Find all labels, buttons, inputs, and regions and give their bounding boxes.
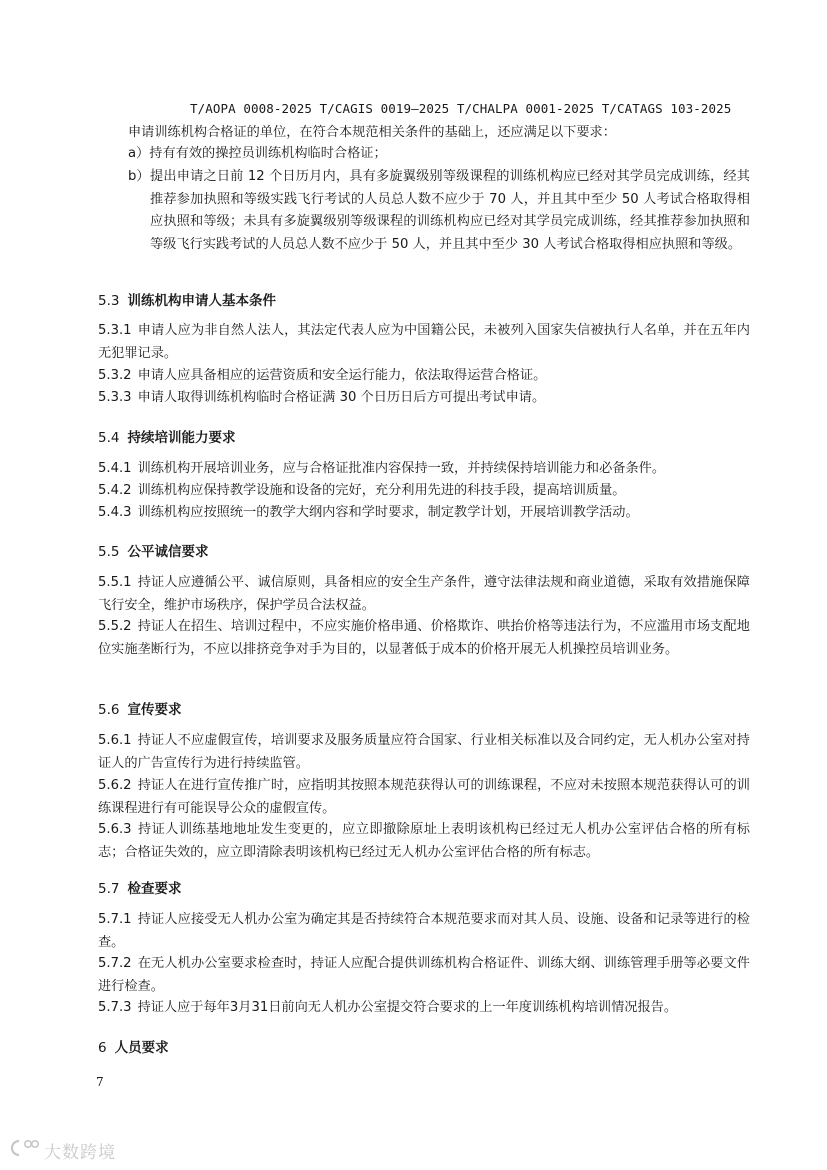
clause-5-7-2 <box>98 953 750 998</box>
section-number: 5.5 <box>98 544 120 560</box>
clause-text: 持证人不应虚假宣传，培训要求及服务质量应符合国家、行业相关标准以及合同约定，无人机办公室对持证人的广告宣传行为进行持续监管。 <box>98 733 750 771</box>
clause-5-7-1 <box>98 909 750 954</box>
chapter-heading-6 <box>98 1037 169 1059</box>
chapter-title: 人员要求 <box>114 1040 169 1056</box>
clause-5-4-3 <box>98 502 750 525</box>
clause-5-6-2 <box>98 775 750 820</box>
section-title: 宣传要求 <box>127 702 182 718</box>
clause-number: 5.5.1 <box>98 575 132 590</box>
section-heading-5-6 <box>98 699 181 721</box>
clause-number: 5.3.3 <box>98 390 132 405</box>
clause-text: 在无人机办公室要求检查时，持证人应配合提供训练机构合格证件、训练大纲、训练管理手册等必要文件进行检查。 <box>98 956 750 994</box>
clause-number: 5.6.3 <box>98 822 132 837</box>
section-heading-5-4 <box>98 427 235 449</box>
clause-text: 持证人应于每年3月31日前向无人机办公室提交符合要求的上一年度训练机构培训情况报告。 <box>137 1000 678 1015</box>
section-title: 检查要求 <box>127 881 182 897</box>
clause-text: 训练机构开展培训业务，应与合格证批准内容保持一致，并持续保持培训能力和必备条件。 <box>137 461 666 476</box>
clause-5-3-3 <box>98 387 750 410</box>
clause-5-6-3 <box>98 819 750 864</box>
standard-number-header: T/AOPA 0008-2025 T/CAGIS 0019—2025 T/CHALPA 0001-2025 T/CATAGS 103-2025 <box>190 101 732 116</box>
clause-number: 5.4.3 <box>98 505 132 520</box>
clause-text: 申请人应为非自然人法人，其法定代表人应为中国籍公民，未被列入国家失信被执行人名单，并在五年内无犯罪记录。 <box>98 323 750 361</box>
clause-5-5-1 <box>98 572 750 617</box>
clause-text: 持证人训练基地地址发生变更的，应立即撤除原址上表明该机构已经过无人机办公室评估合格的所有标志；合格证失效的，应立即清除表明该机构已经过无人机办公室评估合格的所有标志。 <box>98 822 750 860</box>
clause-text: 训练机构应按照统一的教学大纲内容和学时要求，制定教学计划，开展培训教学活动。 <box>137 505 639 520</box>
clause-text: 申请人取得训练机构临时合格证满 30 个日历日后方可提出考试申请。 <box>137 390 546 405</box>
list-item-b-label: b） <box>128 169 150 184</box>
clause-5-5-2 <box>98 616 750 661</box>
list-item-a: a）持有有效的操控员训练机构临时合格证； <box>128 146 387 161</box>
section-number: 5.7 <box>98 881 120 897</box>
section-heading-5-5 <box>98 541 208 563</box>
watermark <box>10 1137 116 1163</box>
chapter-number: 6 <box>98 1040 107 1056</box>
watermark-text: 大数跨境 <box>44 1142 116 1163</box>
clause-text: 申请人应具备相应的运营资质和安全运行能力，依法取得运营合格证。 <box>137 368 547 383</box>
list-item-b-text: 提出申请之日前 12 个日历月内，具有多旋翼级别等级课程的训练机构应已经对其学员完成训练，经其推荐参加执照和等级实践飞行考试的人员总人数不应少于 70 人，并且其中至少 50 人考试合格取得相应执照和等级；未具有多旋翼级别等级课程的训练机构应已经对其学员完成训练，经其推荐参加执照和等级飞行实践考试的人员总人数不应少于 50 人，并且其中至少 30 人考试合格取得相应执照和等级。 <box>150 169 750 252</box>
clause-number: 5.4.1 <box>98 461 132 476</box>
watermark-logo-icon <box>10 1137 40 1163</box>
section-number: 5.3 <box>98 293 120 309</box>
clause-5-4-2 <box>98 480 750 503</box>
page-number: 7 <box>96 1075 104 1089</box>
clause-number: 5.7.2 <box>98 956 132 971</box>
section-number: 5.4 <box>98 430 120 446</box>
intro-paragraph: 申请训练机构合格证的单位，在符合本规范相关条件的基础上，还应满足以下要求： <box>128 125 616 140</box>
clause-number: 5.4.2 <box>98 483 132 498</box>
clause-text: 持证人应接受无人机办公室为确定其是否持续符合本规范要求而对其人员、设施、设备和记录等进行的检查。 <box>98 912 750 950</box>
clause-5-3-2 <box>98 365 750 388</box>
clause-5-4-1 <box>98 458 750 481</box>
clause-number: 5.7.1 <box>98 912 132 927</box>
section-heading-5-3 <box>98 290 276 312</box>
section-title: 持续培训能力要求 <box>127 430 236 446</box>
section-heading-5-7 <box>98 878 181 900</box>
clause-number: 5.7.3 <box>98 1000 132 1015</box>
clause-text: 持证人应遵循公平、诚信原则，具备相应的安全生产条件，遵守法律法规和商业道德，采取有效措施保障飞行安全，维护市场秩序，保护学员合法权益。 <box>98 575 750 613</box>
clause-text: 训练机构应保持教学设施和设备的完好，充分利用先进的科技手段，提高培训质量。 <box>137 483 626 498</box>
clause-text: 持证人在进行宣传推广时，应指明其按照本规范获得认可的训练课程，不应对未按照本规范获得认可的训练课程进行有可能误导公众的虚假宣传。 <box>98 778 750 816</box>
section-title: 公平诚信要求 <box>127 544 209 560</box>
clause-number: 5.6.1 <box>98 733 132 748</box>
clause-number: 5.6.2 <box>98 778 132 793</box>
clause-number: 5.5.2 <box>98 619 132 634</box>
section-title: 训练机构申请人基本条件 <box>127 293 276 309</box>
clause-number: 5.3.2 <box>98 368 132 383</box>
section-number: 5.6 <box>98 702 120 718</box>
list-item-b <box>128 166 750 256</box>
clause-text: 持证人在招生、培训过程中，不应实施价格串通、价格欺诈、哄抬价格等违法行为，不应滥用市场支配地位实施垄断行为，不应以排挤竞争对手为目的，以显著低于成本的价格开展无人机操控员培训业务。 <box>98 619 750 657</box>
clause-5-7-3 <box>98 997 750 1020</box>
clause-number: 5.3.1 <box>98 323 132 338</box>
clause-5-3-1 <box>98 320 750 365</box>
clause-5-6-1 <box>98 730 750 775</box>
